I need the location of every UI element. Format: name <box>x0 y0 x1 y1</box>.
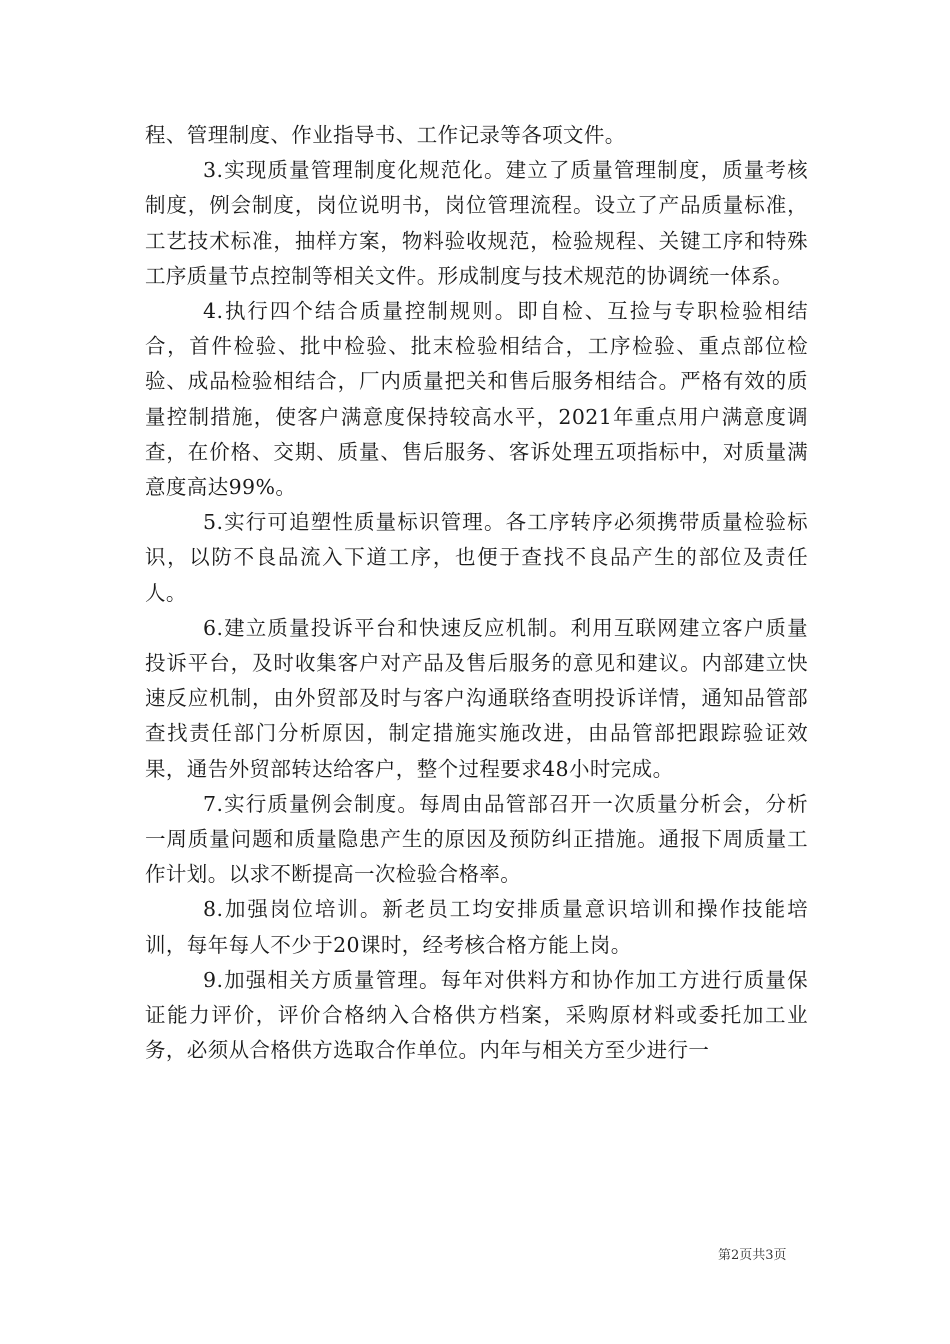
paragraph-continuation: 程、管理制度、作业指导书、工作记录等各项文件。 <box>145 123 626 147</box>
paragraph-item-6: 6.建立质量投诉平台和快速反应机制。利用互联网建立客户质量投诉平台，及时收集客户对产品及售后服务的意见和建议。内部建立快速反应机制，由外贸部及时与客户沟通联络查明投诉详情，通知品管部查找责任部门分析原因，制定措施实施改进，由品管部把跟踪验证效果，通告外贸部转达给客户，整个过程要求48小时完成。 <box>145 615 808 781</box>
paragraph-item-3: 3.实现质量管理制度化规范化。建立了质量管理制度，质量考核制度，例会制度，岗位说明书，岗位管理流程。设立了产品质量标准，工艺技术标准，抽样方案，物料验收规范，检验规程、关键工序和特殊工序质量节点控制等相关文件。形成制度与技术规范的协调统一体系。 <box>145 158 808 288</box>
document-body <box>145 118 808 1068</box>
paragraph-item-7: 7.实行质量例会制度。每周由品管部召开一次质量分析会，分析一周质量问题和质量隐患产生的原因及预防纠正措施。通报下周质量工作计划。以求不断提高一次检验合格率。 <box>145 791 808 887</box>
paragraph-item-5: 5.实行可追塑性质量标识管理。各工序转序必须携带质量检验标识，以防不良品流入下道工序，也便于查找不良品产生的部位及责任人。 <box>145 510 808 605</box>
paragraph-item-4: 4.执行四个结合质量控制规则。即自检、互捡与专职检验相结合，首件检验、批中检验、批末检验相结合，工序检验、重点部位检验、成品检验相结合，厂内质量把关和售后服务相结合。严格有效的质量控制措施，使客户满意度保持较高水平，2021年重点用户满意度调查，在价格、交期、质量、售后服务、客诉处理五项指标中，对质量满意度高达99%。 <box>145 299 808 500</box>
page-number-footer: 第2页共3页 <box>718 1248 787 1263</box>
paragraph-item-9: 9.加强相关方质量管理。每年对供料方和协作加工方进行质量保证能力评价，评价合格纳入合格供方档案，采购原材料或委托加工业务，必须从合格供方选取合作单位。内年与相关方至少进行一 <box>145 967 808 1063</box>
paragraph-item-8: 8.加强岗位培训。新老员工均安排质量意识培训和操作技能培训，每年每人不少于20课时，经考核合格方能上岗。 <box>145 897 808 957</box>
